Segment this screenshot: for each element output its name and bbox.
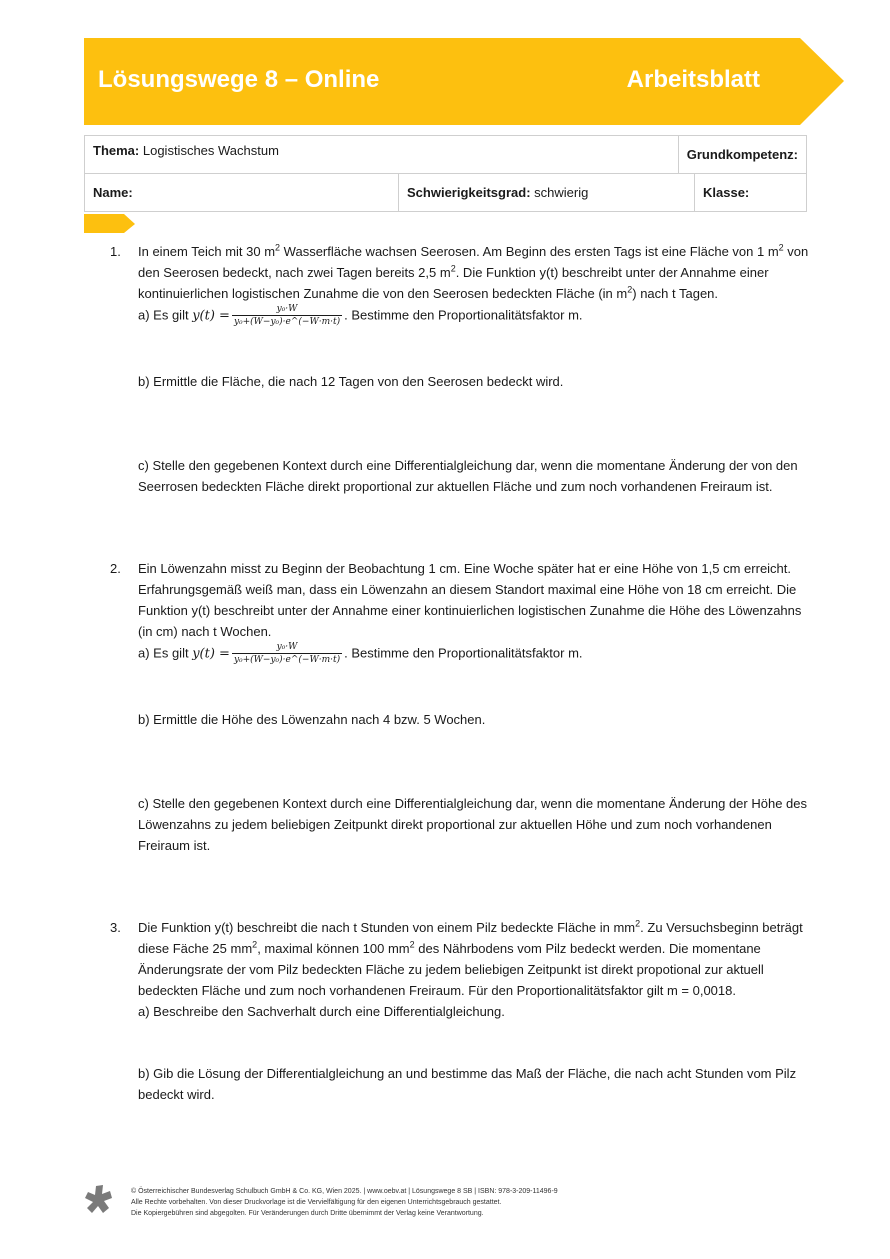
task-2-b: b) Ermittle die Höhe des Löwenzahn nach 4 bzw. 5 Wochen.: [138, 712, 486, 727]
formula-fraction: $\frac{\text{y₀·W}}{\text{y₀+(W−y₀)·e\textasciicircum{}(−W·m·t)}}$: [233, 642, 341, 665]
task-1-b: b) Ermittle die Fläche, die nach 12 Tagen von den Seerosen bedeckt wird.: [138, 374, 564, 389]
task-2-intro: Ein Löwenzahn misst zu Beginn der Beobachtung 1 cm. Eine Woche später hat er eine Höhe von 1,5 cm erreicht. Erfahrungsgemäß weiß man, dass ein Löwenzahn an diesem Standort maximal eine Höhe von 18 cm erreicht. Die Funktion y(t) beschreibt unter der Annahme einer kontinuierlichen logistischen Zunahme die Höhe des Löwenzahns (in cm) nach t Wochen.: [138, 561, 802, 639]
header-banner: [84, 38, 844, 125]
task-2-c: c) Stelle den gegebenen Kontext durch eine Differentialgleichung dar, wenn die momentane Änderung der Höhe des Löwenzahns zu jedem beliebigen Zeitpunkt direkt proportional zur aktuellen Höhe und zum noch vorhandenen Freiraum ist.: [138, 796, 807, 853]
schwierigkeit-value: schwierig: [534, 185, 589, 200]
task-number: 2.: [110, 561, 121, 576]
task-3-a: a) Beschreibe den Sachverhalt durch eine Differentialgleichung.: [138, 1004, 505, 1019]
task-3-b: b) Gib die Lösung der Differentialgleichung an und bestimme das Maß der Fläche, die nach acht Stunden vom Pilz bedeckt wird.: [138, 1066, 797, 1102]
name-label: Name:: [93, 185, 133, 200]
small-arrow-decoration: [84, 214, 136, 234]
formula-fraction: $\frac{\text{y₀·W}}{\text{y₀+(W−y₀)·e\textasciicircum{}(−W·m·t)}}$: [233, 304, 341, 327]
banner-title: Lösungswege 8 – Online: [98, 66, 380, 93]
task-3: [110, 917, 810, 1105]
schwierigkeit-cell: [399, 174, 695, 212]
task-number: 3.: [110, 920, 121, 935]
task-number: 1.: [110, 244, 121, 259]
schwierigkeit-label: Schwierigkeitsgrad:: [407, 185, 531, 200]
thema-cell: [85, 136, 679, 174]
grundkompetenz-cell: [678, 136, 806, 174]
banner-doc-type: Arbeitsblatt: [626, 66, 760, 93]
content: [110, 241, 810, 1105]
name-cell: [85, 174, 399, 212]
klasse-label: Klasse:: [703, 185, 750, 200]
task-1-c: c) Stelle den gegebenen Kontext durch eine Differentialgleichung dar, wenn die momentane Änderung der von den Seerrosen bedeckten Fläche direkt proportional zur aktuellen Fläche und zum noch vorhandenen Freiraum ist.: [138, 458, 798, 494]
publisher-logo-icon: [84, 1184, 114, 1216]
thema-label: Thema:: [93, 143, 140, 158]
footer-line-2: Alle Rechte vorbehalten. Von dieser Druckvorlage ist die Vervielfältigung für den eigenen Unterrichtsgebrauch gestattet.: [131, 1199, 502, 1206]
task-1-a: a) Es gilt y(t) = $\frac{\text{y₀·W}}{\text{y₀+(W−y₀)·e\textasciicircum{}(−W·m·t)}}$ . Bestimme den Proportionalitätsfaktor m.: [138, 304, 583, 327]
footer-line-3: Die Kopiergebühren sind abgegolten. Für Veränderungen durch Dritte übernimmt der Verlag keine Verantwortung.: [131, 1210, 484, 1217]
thema-value: Logistisches Wachstum: [142, 143, 279, 158]
task-2: [110, 558, 810, 856]
footer: [131, 1186, 558, 1219]
task-3-intro: Die Funktion y(t) beschreibt die nach t Stunden von einem Pilz bedeckte Fläche in $mm^2$. Zu Versuchsbeginn beträgt diese Fäche 25 $mm^2$, maximal können 100 $mm^2$ des Nährbodens vom Pilz bedeckt werden. Die momentane Änderungsrate der vom Pilz bedeckten Fläche zu jedem beliebigen Zeitpunkt ist direkt propotional zur aktuell bedeckten Fläche und zum noch vorhandenen Freiraum. Für den Proportionalitätsfaktor gilt m = 0,0018.: [138, 918, 803, 998]
grundkompetenz-label: Grundkompetenz:: [686, 147, 798, 162]
task-2-a: a) Es gilt y(t) = $\frac{\text{y₀·W}}{\text{y₀+(W−y₀)·e\textasciicircum{}(−W·m·t)}}$ . Bestimme den Proportionalitätsfaktor m.: [138, 642, 583, 665]
task-1-intro: In einem Teich mit 30 $m^2$ Wasserfläche wachsen Seerosen. Am Beginn des ersten Tags ist eine Fläche von 1 $m^2$ von den Seerosen bedeckt, nach zwei Tagen bereits 2,5 $m^2$. Die Funktion y(t) beschreibt unter der Annahme einer kontinuierlichen logistischen Zunahme die von den Seerosen bedeckten Fläche (in $m^2$) nach t Tagen.: [138, 242, 809, 301]
info-table: [84, 135, 807, 212]
footer-line-1: © Österreichischer Bundesverlag Schulbuch GmbH & Co. KG, Wien 2025. | www.oebv.at | Lösungswege 8 SB | ISBN: 978-3-209-11496-9: [131, 1188, 558, 1195]
task-1: [110, 241, 810, 497]
klasse-cell: [695, 174, 807, 212]
